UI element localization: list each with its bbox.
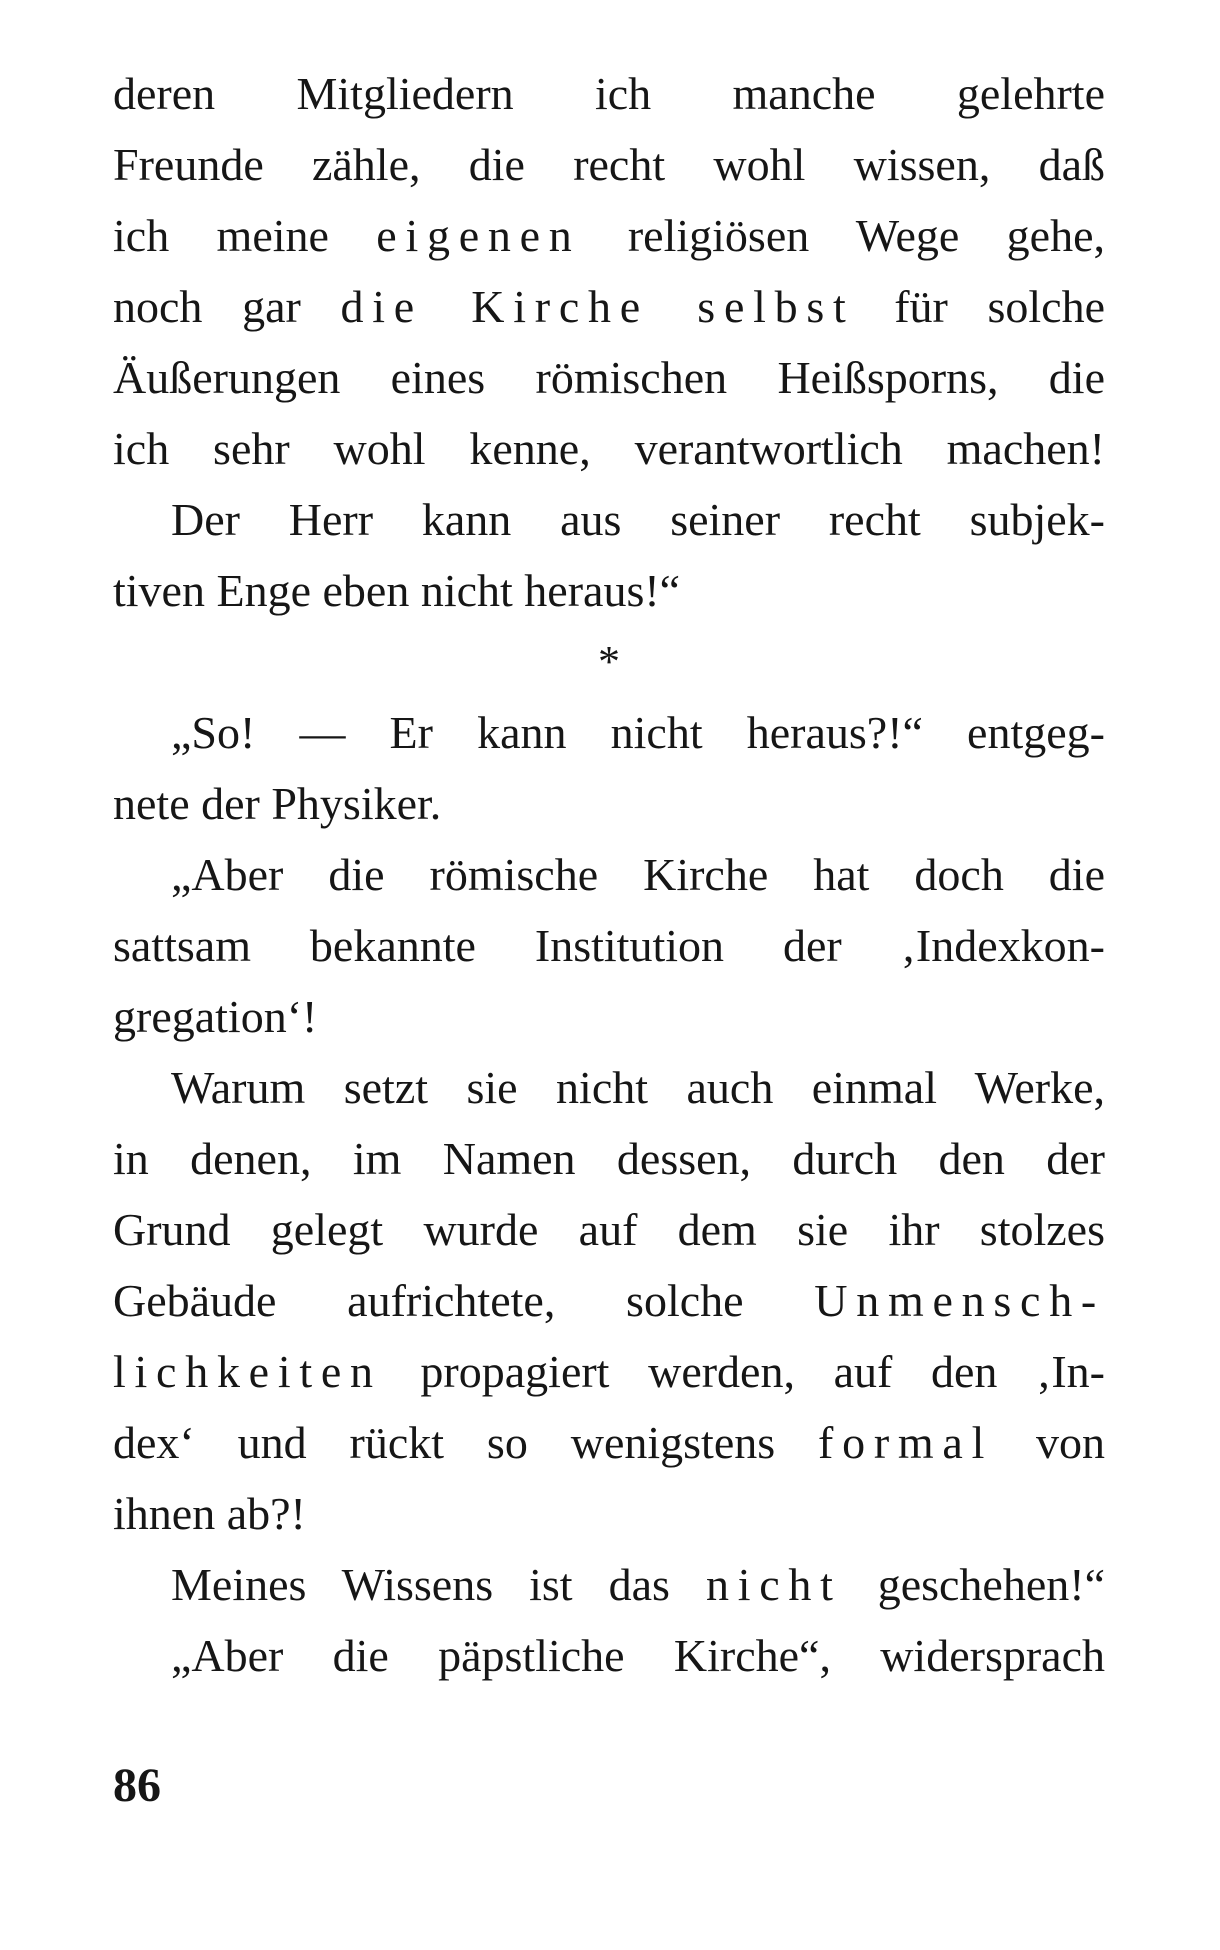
paragraph-start-line: „Aber die römische Kirche hat doch die [171, 849, 1105, 900]
body-text [113, 58, 1105, 1691]
text-line: nete der Physiker. [113, 778, 442, 829]
text-line: deren Mitgliedern ich manche gelehrte [113, 68, 1105, 119]
text-line: lichkeiten propagiert werden, auf den ‚In- [113, 1346, 1105, 1397]
text-line: ich sehr wohl kenne, verantwortlich machen! [113, 423, 1105, 474]
paragraph-start-line: Meines Wissens ist das nicht geschehen!“ [171, 1559, 1105, 1610]
paragraph-start-line: „So! — Er kann nicht heraus?!“ entgeg- [171, 707, 1105, 758]
section-break-asterisk: * [598, 637, 620, 686]
text-line: ihnen ab?! [113, 1488, 306, 1539]
emphasis-spaced: lichkeiten [113, 1346, 382, 1397]
text-line: sattsam bekannte Institution der ‚Indexkon- [113, 920, 1105, 971]
emphasis-spaced: Unmensch- [814, 1275, 1105, 1326]
emphasis-spaced: formal [818, 1417, 994, 1468]
text-line: noch gar die Kirche selbst für solche [113, 281, 1106, 332]
text-line: Äußerungen eines römischen Heißsporns, die [113, 352, 1105, 403]
text-line: gregation‘! [113, 991, 318, 1042]
paragraph-start-line: Der Herr kann aus seiner recht subjek- [171, 494, 1105, 545]
emphasis-spaced: nicht [705, 1559, 842, 1610]
page-number: 86 [113, 1759, 161, 1812]
paragraph-start-line: Warum setzt sie nicht auch einmal Werke, [171, 1062, 1105, 1113]
text-line: Gebäude aufrichtete, solche Unmensch- [113, 1275, 1105, 1326]
text-line: tiven Enge eben nicht heraus!“ [113, 565, 681, 616]
text-line: Freunde zähle, die recht wohl wissen, daß [113, 139, 1105, 190]
text-line: in denen, im Namen dessen, durch den der [113, 1133, 1105, 1184]
paragraph-start-line: „Aber die päpstliche Kirche“, widersprach [171, 1630, 1105, 1681]
emphasis-spaced: eigenen [376, 210, 581, 261]
text-line: dex‘ und rückt so wenigstens formal von [113, 1417, 1106, 1468]
text-line: Grund gelegt wurde auf dem sie ihr stolzes [113, 1204, 1105, 1255]
text-line: ich meine eigenen religiösen Wege gehe, [113, 210, 1105, 261]
emphasis-spaced: die Kirche selbst [340, 281, 855, 332]
